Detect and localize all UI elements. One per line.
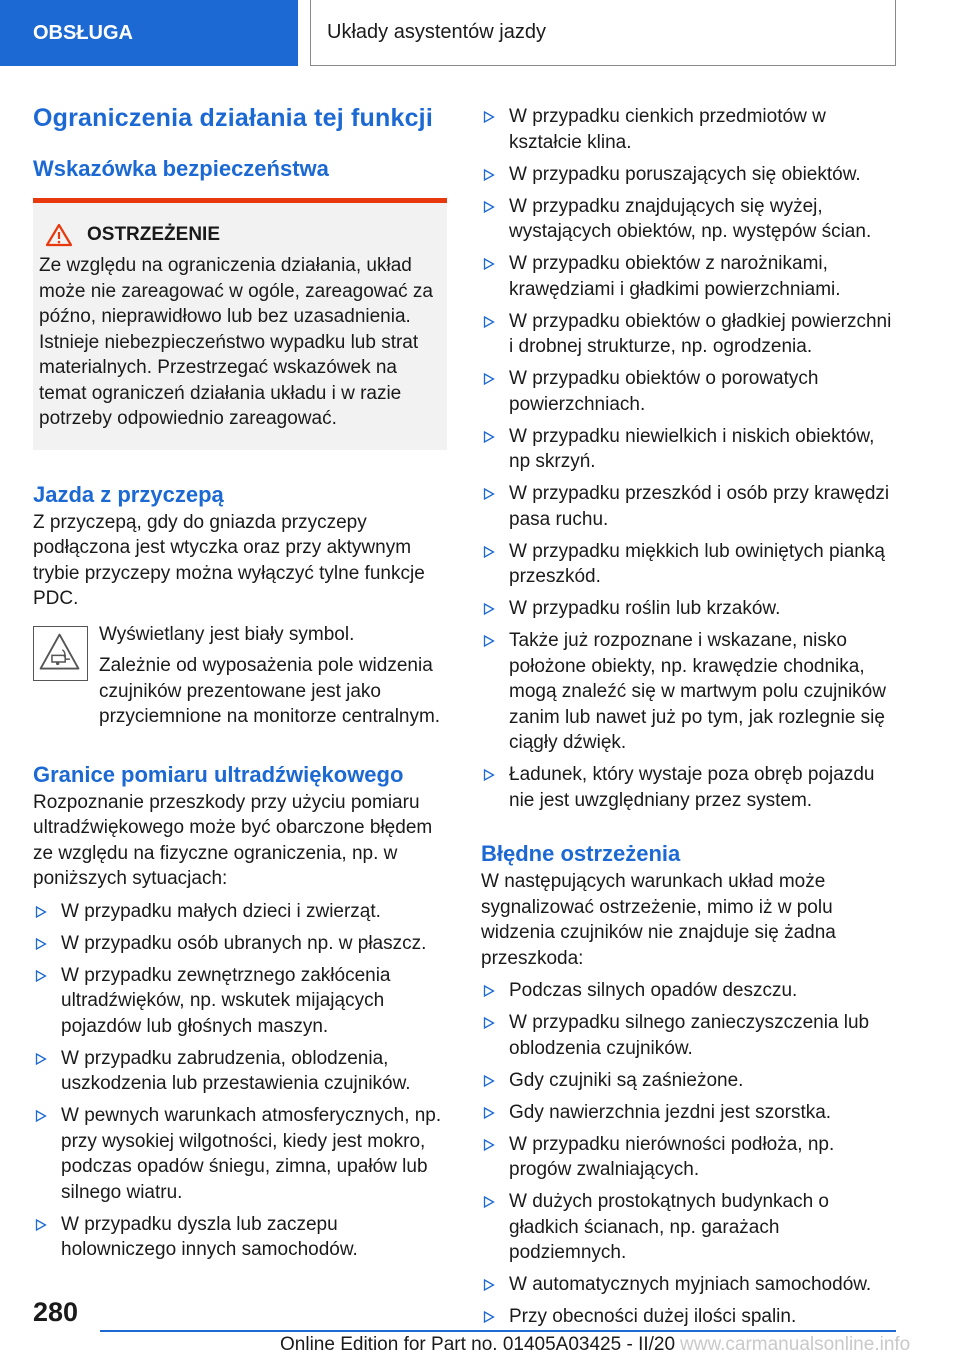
- list-item: [481, 162, 895, 188]
- bullet-triangle-icon: [35, 1219, 47, 1231]
- bullet-triangle-icon: [483, 373, 495, 385]
- list-item: [481, 1304, 895, 1330]
- list-item-text: W przypadku miękkich lub owiniętych pianką przeszkód.: [509, 540, 885, 587]
- trailer-warning-icon: [33, 626, 88, 681]
- list-item: [481, 978, 895, 1004]
- symbol-text-2: Zależnie od wyposażenia pole widzenia czujników prezentowane jest jako przyciemnione na monitorze centralnym.: [99, 655, 441, 727]
- list-item: [481, 762, 895, 813]
- list-item: [33, 1212, 447, 1263]
- bullet-triangle-icon: [35, 938, 47, 950]
- list-item: [481, 1272, 895, 1298]
- list-item: [481, 309, 895, 360]
- chapter-title: Układy asystentów jazdy: [310, 0, 896, 66]
- list-item-text: W przypadku silnego zanieczyszczenia lub oblodzenia czujników.: [509, 1012, 870, 1059]
- bullet-triangle-icon: [483, 111, 495, 123]
- list-item: [481, 1100, 895, 1126]
- limitations-list: [481, 104, 895, 813]
- watermark: www.carmanualsonline.info: [680, 1334, 911, 1355]
- warning-label: OSTRZEŻENIE: [87, 224, 221, 245]
- ultrasonic-list: [33, 899, 447, 1263]
- bullet-triangle-icon: [483, 169, 495, 181]
- left-column: [33, 100, 447, 1269]
- list-item-text: W przypadku zewnętrznego zakłócenia ultradźwięków, np. wskutek mijających pojazdów lub głośnych maszyn.: [61, 964, 391, 1037]
- bullet-triangle-icon: [483, 258, 495, 270]
- list-item-text: W przypadku przeszkód i osób przy krawędzi pasa ruchu.: [509, 483, 890, 530]
- list-item: [481, 366, 895, 417]
- list-item: [481, 1189, 895, 1266]
- bullet-triangle-icon: [483, 769, 495, 781]
- bullet-triangle-icon: [35, 1053, 47, 1065]
- list-item-text: Ładunek, który wystaje poza obręb pojazdu nie jest uwzględniany przez system.: [509, 764, 875, 811]
- list-item-text: Podczas silnych opadów deszczu.: [509, 980, 798, 1001]
- list-item: [481, 539, 895, 590]
- bullet-triangle-icon: [35, 1110, 47, 1122]
- bullet-triangle-icon: [483, 201, 495, 213]
- false-warnings-text: W następujących warunkach układ może sygnalizować ostrzeżenie, mimo iż w polu widzenia czujników nie znajduje się żadna przeszkoda:: [481, 871, 836, 969]
- warning-text: Ze względu na ograniczenia działania, układ może nie zareagować w ogóle, zareagować za późno, nieprawidłowo lub bez uzasadnienia. Istnieje niebezpieczeństwo wypadku lub strat materialnych. Przestrzegać wskazówek na temat ograniczeń działania układu i w razie potrzeby odpowiednio zareagować.: [39, 255, 433, 429]
- list-item-text: Gdy czujniki są zaśnieżone.: [509, 1069, 744, 1091]
- footer-edition: Online Edition for Part no. 01405A03425 - II/20: [280, 1334, 676, 1355]
- trailer-text: Z przyczepą, gdy do gniazda przyczepy podłączona jest wtyczka oraz przy aktywnym trybie przyczepy można wyłączyć tylne funkcje PDC.: [33, 511, 425, 609]
- list-item-text: W przypadku nierówności podłoża, np. progów zwalniających.: [509, 1133, 835, 1180]
- list-item-text: W przypadku roślin lub krzaków.: [509, 598, 781, 619]
- list-item: [481, 1068, 895, 1094]
- warning-triangle-icon: [45, 223, 73, 247]
- list-item: [33, 1103, 447, 1205]
- list-item-text: W przypadku cienkich przedmiotów w kształcie klina.: [509, 106, 826, 153]
- bullet-triangle-icon: [483, 1311, 495, 1323]
- list-item-text: Gdy nawierzchnia jezdni jest szorstka.: [509, 1101, 832, 1123]
- list-item: [481, 1132, 895, 1183]
- false-warnings-list: [481, 978, 895, 1330]
- bullet-triangle-icon: [483, 546, 495, 558]
- page-number: 280: [33, 1297, 79, 1327]
- bullet-triangle-icon: [483, 488, 495, 500]
- list-item: [481, 104, 895, 155]
- list-item: [33, 963, 447, 1040]
- trailer-heading: Jazda z przyczepą: [33, 481, 224, 507]
- list-item-text: W przypadku obiektów o gładkiej powierzchni i drobnej strukturze, np. ogrodzenia.: [509, 310, 892, 357]
- bullet-triangle-icon: [483, 316, 495, 328]
- bullet-triangle-icon: [483, 1075, 495, 1087]
- bullet-triangle-icon: [483, 1279, 495, 1291]
- list-item-text: Także już rozpoznane i wskazane, nisko położone obiekty, np. krawędzie chodnika, mogą znaleźć się w martwym polu czujników zanim lub nawet już po tym, jak rozlegnie się ciągły dźwięk.: [509, 630, 886, 753]
- list-item-text: W przypadku niewielkich i niskich obiektów, np skrzyń.: [509, 425, 875, 472]
- list-item-text: Przy obecności dużej ilości spalin.: [509, 1306, 797, 1327]
- list-item: [481, 628, 895, 756]
- list-item-text: W automatycznych myjniach samochodów.: [509, 1274, 872, 1295]
- list-item-text: W przypadku dyszla lub zaczepu holowniczego innych samochodów.: [61, 1213, 358, 1260]
- list-item-text: W przypadku osób ubranych np. w płaszcz.: [61, 932, 427, 954]
- list-item: [33, 931, 447, 957]
- section-tab: OBSŁUGA: [0, 0, 298, 66]
- list-item-text: W przypadku znajdujących się wyżej, wystających obiektów, np. występów ścian.: [509, 195, 872, 242]
- list-item: [481, 481, 895, 532]
- section-title: Ograniczenia działania tej funkcji: [33, 104, 433, 132]
- list-item-text: W dużych prostokątnych budynkach o gładkich ścianach, np. garażach podziemnych.: [509, 1191, 830, 1263]
- list-item: [33, 1046, 447, 1097]
- bullet-triangle-icon: [483, 1196, 495, 1208]
- right-column: [481, 100, 895, 1336]
- bullet-triangle-icon: [483, 1017, 495, 1029]
- list-item: [481, 1010, 895, 1061]
- footer-rule: [100, 1330, 896, 1332]
- bullet-triangle-icon: [483, 603, 495, 615]
- safety-heading: Wskazówka bezpieczeństwa: [33, 156, 329, 181]
- bullet-triangle-icon: [483, 431, 495, 443]
- list-item-text: W przypadku obiektów z narożnikami, krawędziami i gładkimi powierzchniami.: [509, 253, 841, 300]
- list-item: [481, 194, 895, 245]
- list-item: [481, 596, 895, 622]
- bullet-triangle-icon: [35, 970, 47, 982]
- list-item: [481, 424, 895, 475]
- list-item: [33, 899, 447, 925]
- page-header: [0, 0, 960, 66]
- list-item-text: W przypadku małych dzieci i zwierząt.: [61, 900, 381, 922]
- bullet-triangle-icon: [483, 985, 495, 997]
- bullet-triangle-icon: [483, 1139, 495, 1151]
- ultrasonic-heading: Granice pomiaru ultradźwiękowego: [33, 761, 404, 787]
- ultrasonic-text: Rozpoznanie przeszkody przy użyciu pomiaru ultradźwiękowego może być obarczone błędem ze względu na fizyczne ograniczenia, np. w poniższych sytuacjach:: [33, 791, 433, 889]
- bullet-triangle-icon: [483, 1107, 495, 1119]
- false-warnings-heading: Błędne ostrzeżenia: [481, 841, 681, 866]
- list-item-text: W przypadku zabrudzenia, oblodzenia, uszkodzenia lub przestawienia czujników.: [61, 1047, 411, 1094]
- bullet-triangle-icon: [483, 635, 495, 647]
- symbol-row: [33, 622, 447, 730]
- symbol-text-1: Wyświetlany jest biały symbol.: [99, 623, 355, 645]
- list-item-text: W przypadku poruszających się obiektów.: [509, 163, 861, 185]
- list-item: [481, 251, 895, 302]
- bullet-triangle-icon: [35, 906, 47, 918]
- list-item-text: W przypadku obiektów o porowatych powierzchniach.: [509, 368, 819, 415]
- warning-header: [39, 223, 439, 247]
- warning-box: [33, 198, 447, 450]
- list-item-text: W pewnych warunkach atmosferycznych, np. przy wysokiej wilgotności, kiedy jest mokro, podczas opadów śniegu, zimna, upałów lub silnego wiatru.: [61, 1105, 442, 1203]
